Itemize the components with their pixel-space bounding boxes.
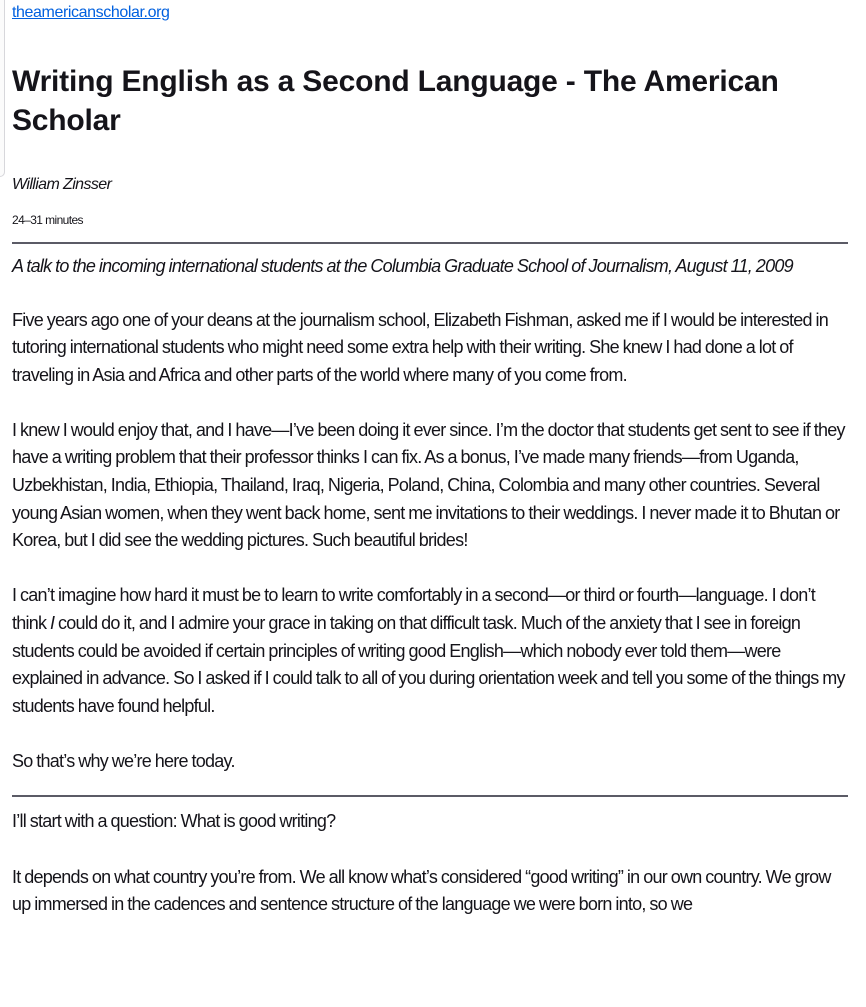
paragraph: I knew I would enjoy that, and I have—I’ve been doing it ever since. I’m the doctor that students get sent to see if they have a writing problem that their professor thinks I can fix. As a bonus, I’ve made many friends—from Uganda, Uzbekhistan, India, Ethiopia, Thailand, Iraq, Nigeria, Poland, China, Colombia and many other countries. Several young Asian women, when they went back home, sent me invitations to their weddings. I never made it to Bhutan or Korea, but I did see the wedding pictures. Such beautiful brides! <box>12 419 845 551</box>
header-divider <box>12 242 848 244</box>
source-domain-link[interactable]: theamericanscholar.org <box>12 4 170 21</box>
paragraph <box>12 582 848 720</box>
paragraph-text: I can’t imagine how hard it must be to learn to write comfortably in a second—or third or fourth—language. I don’t think <box>12 585 815 633</box>
article-body <box>12 253 848 919</box>
emphasis-text: I <box>50 612 55 633</box>
paragraph: I’ll start with a question: What is good writing? <box>12 811 336 832</box>
section-divider <box>12 795 848 797</box>
paragraph: So that’s why we’re here today. <box>12 750 235 771</box>
paragraph: Five years ago one of your deans at the journalism school, Elizabeth Fishman, asked me if I would be interested in tutoring international students who might need some extra help with their writing. She knew I had done a lot of traveling in Asia and Africa and other parts of the world where many of you come from. <box>12 309 828 385</box>
reading-time: 24–31 minutes <box>12 213 83 227</box>
intro-line: A talk to the incoming international students at the Columbia Graduate School of Journalism, August 11, 2009 <box>12 256 793 276</box>
toolbar-panel-edge <box>0 0 5 177</box>
article-title: Writing English as a Second Language - The American Scholar <box>12 65 779 137</box>
paragraph-text: could do it, and I admire your grace in taking on that difficult task. Much of the anxiety that I see in foreign students could be avoided if certain principles of writing good English—which nobody ever told them—were explained in advance. So I asked if I could talk to all of you during orientation week and tell you some of the things my students have found helpful. <box>12 612 845 716</box>
reader-article <box>12 0 848 919</box>
paragraph: It depends on what country you’re from. We all know what’s considered “good writing” in our own country. We grow up immersed in the cadences and sentence structure of the language we were born into, so we <box>12 866 831 915</box>
article-author: William Zinsser <box>12 176 112 193</box>
